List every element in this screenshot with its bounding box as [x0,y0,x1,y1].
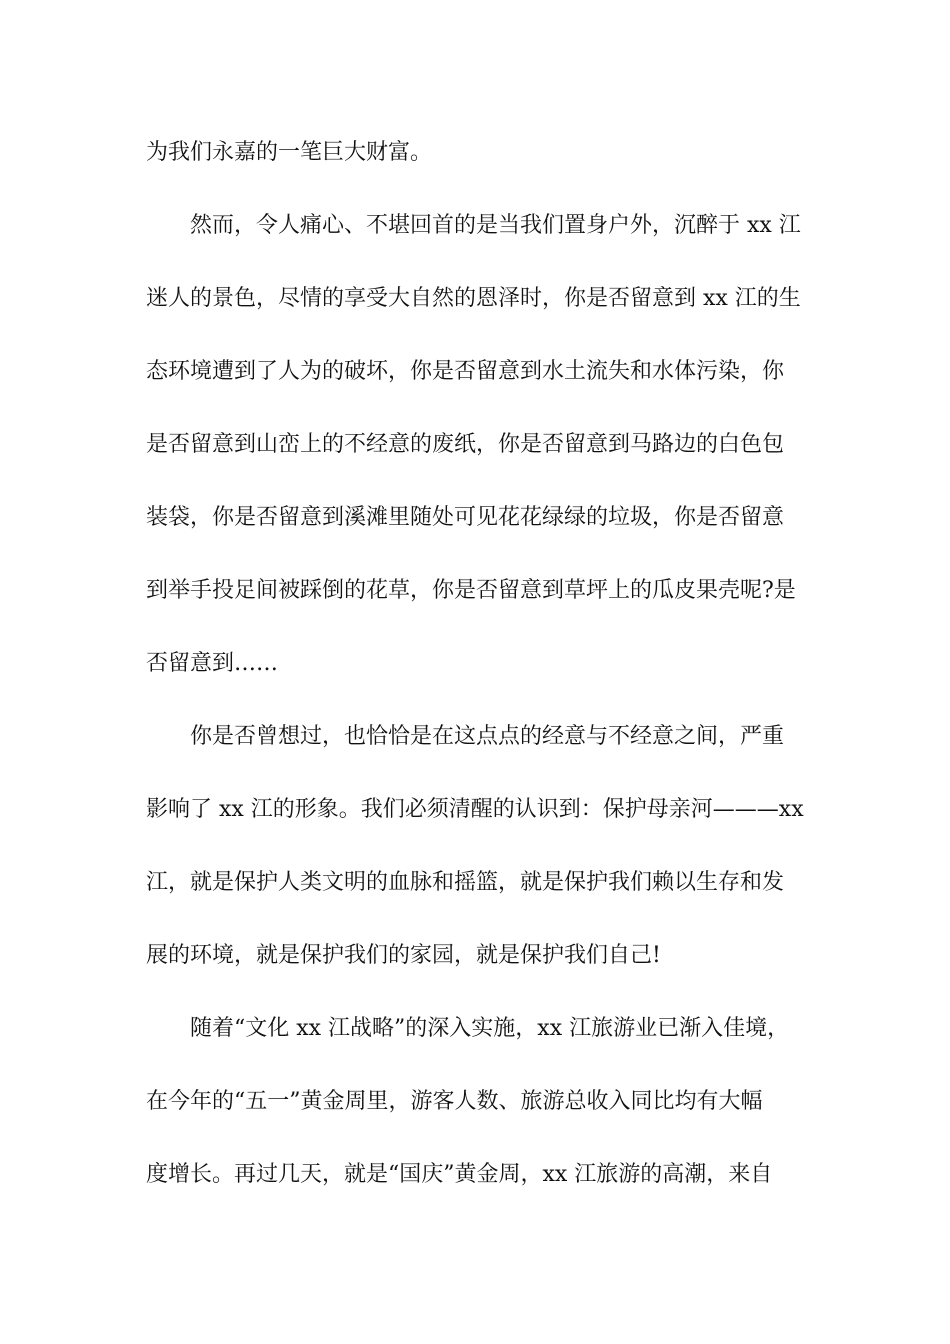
text-line: 态环境遭到了人为的破坏，你是否留意到水土流失和水体污染，你 [146,359,785,384]
text-line: 在今年的“五一”黄金周里，游客人数、旅游总收入同比均有大幅 [146,1089,763,1114]
text-line: 迷人的景色，尽情的享受大自然的恩泽时，你是否留意到 xx 江的生 [146,286,801,311]
text-line: 江，就是保护人类文明的血脉和摇篮，就是保护我们赖以生存和发 [146,870,785,895]
text-line: 为我们永嘉的一笔巨大财富。 [146,140,433,165]
text-line: 到举手投足间被踩倒的花草，你是否留意到草坪上的瓜皮果壳呢?是 [146,578,796,603]
text-line: 展的环境，就是保护我们的家园，就是保护我们自己! [146,943,661,968]
text-line: 否留意到…… [146,651,279,676]
paragraph-first-line: 你是否曾想过，也恰恰是在这点点的经意与不经意之间，严重 [190,724,785,749]
text-line: 度增长。再过几天，就是“国庆”黄金周，xx 江旅游的高潮，来自 [146,1162,773,1187]
text-line: 影响了 xx 江的形象。我们必须清醒的认识到：保护母亲河———xx [146,797,804,822]
paragraph-first-line: 然而，令人痛心、不堪回首的是当我们置身户外，沉醉于 xx 江 [190,213,801,238]
paragraph-first-line: 随着“文化 xx 江战略”的深入实施，xx 江旅游业已渐入佳境， [190,1016,790,1041]
text-line: 装袋，你是否留意到溪滩里随处可见花花绿绿的垃圾，你是否留意 [146,505,785,530]
text-line: 是否留意到山峦上的不经意的废纸，你是否留意到马路边的白色包 [146,432,785,457]
